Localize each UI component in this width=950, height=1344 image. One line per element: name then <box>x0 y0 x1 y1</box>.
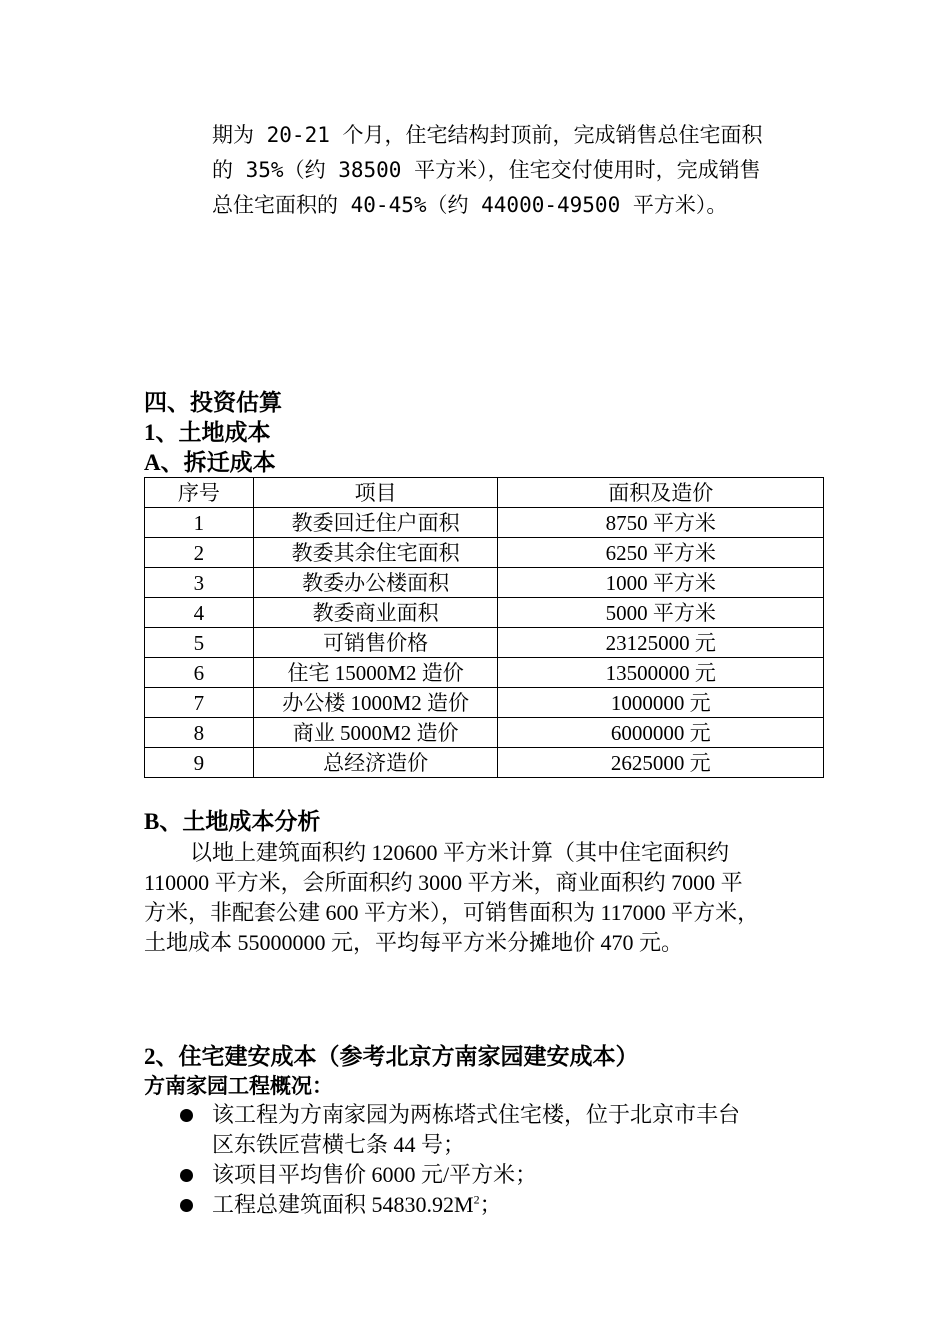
analysis-line: 土地成本 55000000 元，平均每平方米分摊地价 470 元。 <box>144 930 684 955</box>
demolition-cost-table <box>144 477 824 778</box>
table-row <box>145 718 824 748</box>
bullet-text <box>212 1190 740 1220</box>
bullet-text: 该工程为方南家园为两栋塔式住宅楼，位于北京市丰台 <box>212 1102 741 1127</box>
cell-index: 1 <box>145 508 254 538</box>
intro-line: 期为 20-21 个月，住宅结构封顶前，完成销售总住宅面积 <box>212 123 763 147</box>
section-heading-investment: 四、投资估算 <box>144 390 282 415</box>
bullet-text-continued: 区东铁匠营横七条 44 号； <box>212 1132 466 1157</box>
cell-index: 4 <box>145 598 254 628</box>
cell-index: 6 <box>145 658 254 688</box>
bullet-area-text: 工程总建筑面积 54830.92M <box>212 1192 474 1217</box>
cell-value: 6250 平方米 <box>498 538 824 568</box>
overview-bullet-list <box>0 1100 740 1220</box>
cell-item: 教委商业面积 <box>253 598 498 628</box>
list-item <box>0 1190 740 1220</box>
table-row <box>145 568 824 598</box>
cell-item: 办公楼 1000M2 造价 <box>253 688 498 718</box>
cell-item: 可销售价格 <box>253 628 498 658</box>
list-item <box>0 1160 740 1190</box>
bullet-text: 该项目平均售价 6000 元/平方米； <box>212 1162 538 1187</box>
table-header-row <box>145 478 824 508</box>
heading-project-overview: 方南家园工程概况： <box>144 1074 333 1098</box>
cell-index: 8 <box>145 718 254 748</box>
header-index: 序号 <box>145 478 254 508</box>
intro-paragraph <box>212 118 812 223</box>
cell-index: 7 <box>145 688 254 718</box>
table-row <box>145 658 824 688</box>
intro-line: 总住宅面积的 40-45%（约 44000-49500 平方米）。 <box>212 193 728 217</box>
cell-index: 2 <box>145 538 254 568</box>
cell-value: 1000 平方米 <box>498 568 824 598</box>
list-item <box>0 1100 740 1160</box>
bullet-icon <box>180 1199 193 1212</box>
cell-value: 5000 平方米 <box>498 598 824 628</box>
table-row <box>145 628 824 658</box>
cell-item: 总经济造价 <box>253 748 498 778</box>
cell-item: 教委其余住宅面积 <box>253 538 498 568</box>
bullet-tail: ； <box>479 1192 502 1217</box>
cell-index: 9 <box>145 748 254 778</box>
superscript-2: 2 <box>473 1192 480 1207</box>
table-row <box>145 598 824 628</box>
heading-land-cost: 1、土地成本 <box>144 420 271 445</box>
cell-item: 教委回迁住户面积 <box>253 508 498 538</box>
table-row <box>145 688 824 718</box>
header-area-cost: 面积及造价 <box>498 478 824 508</box>
heading-land-cost-analysis: B、土地成本分析 <box>144 809 321 834</box>
cell-value: 1000000 元 <box>498 688 824 718</box>
intro-line: 的 35%（约 38500 平方米），住宅交付使用时，完成销售 <box>212 158 761 182</box>
cell-item: 商业 5000M2 造价 <box>253 718 498 748</box>
bullet-icon <box>180 1109 193 1122</box>
cell-index: 5 <box>145 628 254 658</box>
land-cost-analysis-paragraph <box>144 838 834 958</box>
table-row <box>145 748 824 778</box>
cell-item: 教委办公楼面积 <box>253 568 498 598</box>
header-item: 项目 <box>253 478 498 508</box>
heading-construction-cost: 2、住宅建安成本（参考北京方南家园建安成本） <box>144 1044 639 1069</box>
table-row <box>145 538 824 568</box>
analysis-line: 110000 平方米，会所面积约 3000 平方米，商业面积约 7000 平 <box>144 870 743 895</box>
cell-index: 3 <box>145 568 254 598</box>
table-row <box>145 508 824 538</box>
cell-value: 23125000 元 <box>498 628 824 658</box>
bullet-icon <box>180 1169 193 1182</box>
cell-value: 6000000 元 <box>498 718 824 748</box>
analysis-line: 以地上建筑面积约 120600 平方米计算（其中住宅面积约 <box>190 840 730 865</box>
heading-demolition-cost: A、拆迁成本 <box>144 450 276 475</box>
analysis-line: 方米，非配套公建 600 平方米），可销售面积为 117000 平方米， <box>144 900 760 925</box>
cell-value: 8750 平方米 <box>498 508 824 538</box>
cell-value: 13500000 元 <box>498 658 824 688</box>
cell-item: 住宅 15000M2 造价 <box>253 658 498 688</box>
cell-value: 2625000 元 <box>498 748 824 778</box>
